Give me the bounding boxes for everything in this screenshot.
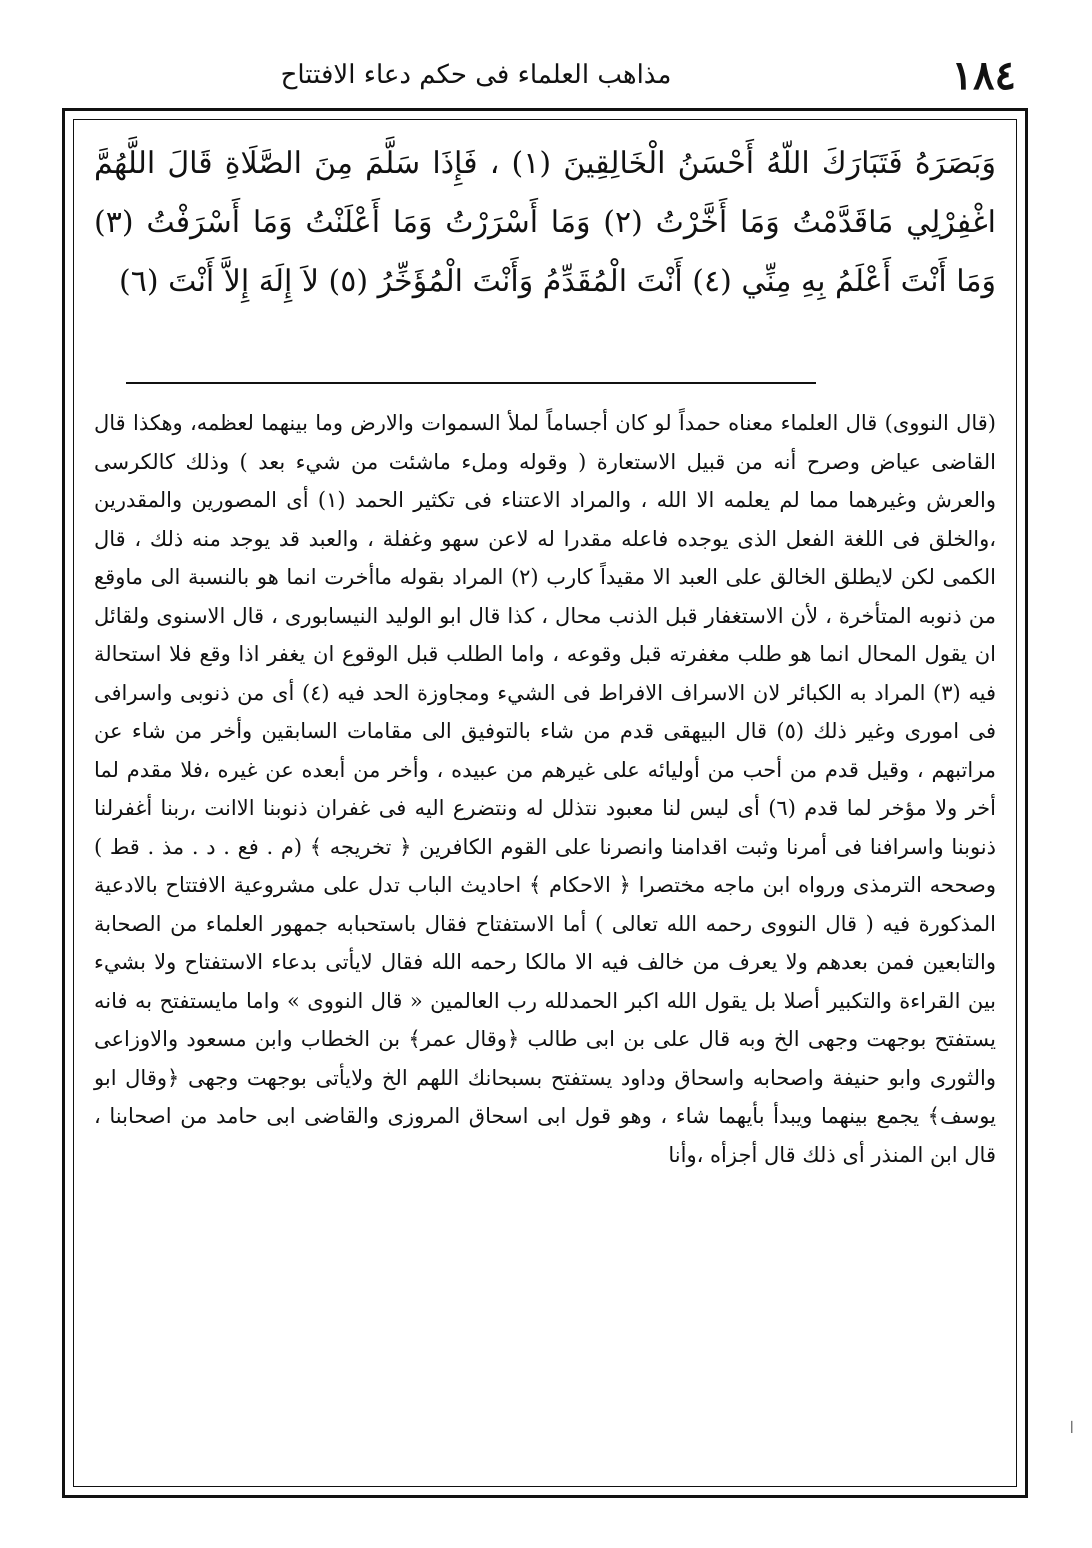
- margin-mark: ا: [1069, 1418, 1074, 1437]
- hadith-text: وَبَصَرَهُ فَتَبَارَكَ اللّهُ أَحْسَنُ الْخَالِقِينَ (١) ، فَإِذَا سَلَّمَ مِنَ الصَّلَاةِ قَالَ اللَّهُمَّ اغْفِرْلِي مَاقَدَّمْتُ وَمَا أَخَّرْتُ (٢) وَمَا أَسْرَرْتُ وَمَا أَعْلَنْتُ وَمَا أَسْرَفْتُ (٣) وَمَا أَنْتَ أَعْلَمُ بِهِ مِنِّي (٤) أَنْتَ الْمُقَدِّمُ وَأَنْتَ الْمُؤَخِّرُ (٥) لاَ إِلَهَ إِلاَّ أَنْتَ (٦): [94, 146, 996, 299]
- page-number: ١٨٤: [951, 52, 1016, 99]
- inner-frame: [73, 119, 1017, 1487]
- commentary-text: [94, 404, 996, 1174]
- running-title: مذاهب العلماء فى حكم دعاء الافتتاح: [280, 60, 672, 90]
- text-frame: [62, 108, 1028, 1498]
- footnote-divider: [126, 382, 816, 384]
- commentary-paragraph: (قال النووى) قال العلماء معناه حمداً لو كان أجساماً لملأ السموات والارض وما بينهما لعظمه، وهكذا قال القاضى عياض وصرح أنه من قبيل الاستعارة ( وقوله وملء ماشئت من شيء بعد ) وذلك كالكرسى والعرش وغيرهما مما لم يعلمه الا الله ، والمراد الاعتناء فى تكثير الحمد (١) أى المصورين والمقدرين ،والخلق فى اللغة الفعل الذى يوجده فاعله مقدرا له لاعن سهو وغفلة ، والعبد قد يوجد منه ذلك ، قال الكمى لكن لايطلق الخالق على العبد الا مقيداً كارب (٢) المراد بقوله ماأخرت انما هو بالنسبة الى ماوقع من ذنوبه المتأخرة ، لأن الاستغفار قبل الذنب محال ، كذا قال ابو الوليد النيسابورى ، قال الاسنوى ولقائل ان يقول المحال انما هو طلب مغفرته قبل وقوعه ، واما الطلب قبل الوقوع ان يغفر اذا وقع فلا استحالة فيه (٣) المراد به الكبائر لان الاسراف الافراط فى الشيء ومجاوزة الحد فيه (٤) أى من ذنوبى واسرافى فى امورى وغير ذلك (٥) قال البيهقى قدم من شاء بالتوفيق الى مقامات السابقين وأخر من شاء عن مراتبهم ، وقيل قدم من أحب من أوليائه على غيرهم من عبيده ، وأخر من أبعده عن غيره ،فلا مقدم لما أخر ولا مؤخر لما قدم (٦) أى ليس لنا معبود نتذلل له ونتضرع اليه فى غفران ذنوبنا الاانت ،ربنا أغفرلنا ذنوبنا واسرافنا فى أمرنا وثبت اقدامنا وانصرنا على القوم الكافرين ﴿ تخريجه ﴾ (م . فع . د . مذ . قط ) وصححه الترمذى ورواه ابن ماجه مختصرا ﴿ الاحكام ﴾ احاديث الباب تدل على مشروعية الافتتاح بالادعية المذكورة فيه ( قال النووى رحمه الله تعالى ) أما الاستفتاح فقال باستحبابه جمهور العلماء من الصحابة والتابعين فمن بعدهم ولا يعرف من خالف فيه الا مالكا رحمه الله فقال لايأتى بدعاء الاستفتاح ولا بشيء بين القراءة والتكبير أصلا بل يقول الله اكبر الحمدلله رب العالمين « قال النووى » واما مايستفتح به فانه يستفتح بوجهت وجهى الخ وبه قال على بن ابى طالب ﴿وقال عمر﴾ بن الخطاب وابن مسعود والاوزاعى والثورى وابو حنيفة واصحابه واسحاق وداود يستفتح بسبحانك اللهم الخ ولايأتى بوجهت وجهى ﴿وقال ابو يوسف﴾ يجمع بينهما ويبدأ بأيهما شاء ، وهو قول ابى اسحاق المروزى والقاضى ابى حامد من اصحابنا ، قال ابن المنذر أى ذلك قال أجزأه ،وأنا: [94, 411, 997, 1167]
- page-header: [64, 52, 1028, 108]
